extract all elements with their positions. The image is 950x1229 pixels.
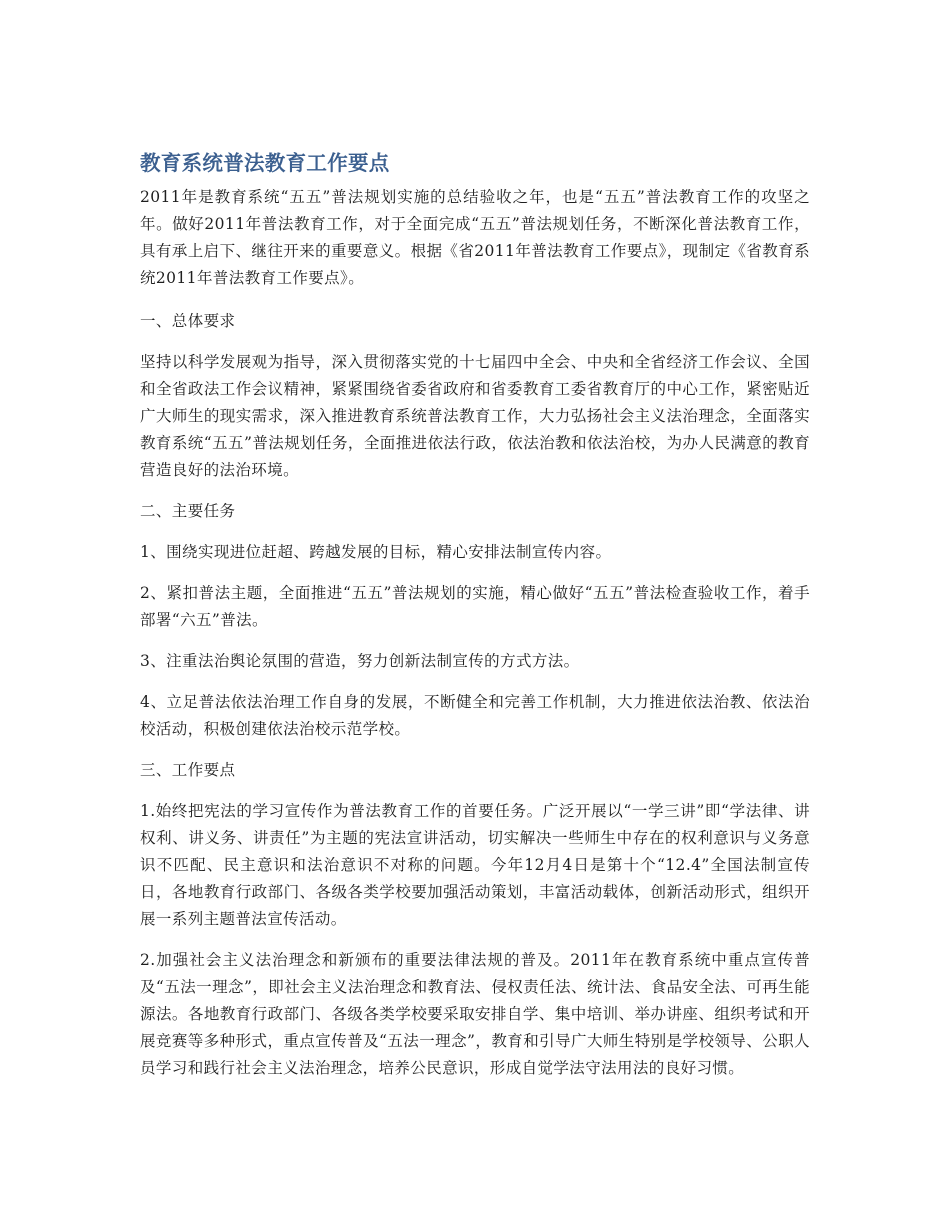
section-body-general-requirements: 坚持以科学发展观为指导，深入贯彻落实党的十七届四中全会、中央和全省经济工作会议、全国和全省政法工作会议精神，紧紧围绕省委省政府和省委教育工委省教育厅的中心工作，紧密贴近广大师生的现实需求，深入推进教育系统普法教育工作，大力弘扬社会主义法治理念，全面落实教育系统“五五”普法规划任务，全面推进依法行政，依法治教和依法治校，为办人民满意的教育营造良好的法治环境。: [140, 353, 810, 479]
task-item: 1、围绕实现进位赶超、跨越发展的目标，精心安排法制宣传内容。: [140, 543, 612, 561]
document-page: [140, 148, 810, 1096]
section-heading-general-requirements: 一、总体要求: [140, 312, 236, 330]
work-point-item: 2.加强社会主义法治理念和新颁布的重要法律法规的普及。2011年在教育系统中重点宣传普及“五法一理念”，即社会主义法治理念和教育法、侵权责任法、统计法、食品安全法、可再生能源法。各地教育行政部门、各级各类学校要采取安排自学、集中培训、举办讲座、组织考试和开展竞赛等多种形式，重点宣传普及“五法一理念”，教育和引导广大师生特别是学校领导、公职人员学习和践行社会主义法治理念，培养公民意识，形成自觉学法守法用法的良好习惯。: [140, 951, 810, 1077]
task-item: 2、紧扣普法主题，全面推进“五五”普法规划的实施，精心做好“五五”普法检查验收工作，着手部署“六五”普法。: [140, 584, 810, 629]
task-item: 4、立足普法依法治理工作自身的发展，不断健全和完善工作机制，大力推进依法治教、依法治校活动，积极创建依法治校示范学校。: [140, 693, 810, 738]
document-title: 教育系统普法教育工作要点: [140, 151, 390, 175]
intro-paragraph: 2011年是教育系统“五五”普法规划实施的总结验收之年，也是“五五”普法教育工作的攻坚之年。做好2011年普法教育工作，对于全面完成“五五”普法规划任务，不断深化普法教育工作，具有承上启下、继往开来的重要意义。根据《省2011年普法教育工作要点》，现制定《省教育系统2011年普法教育工作要点》。: [140, 188, 810, 287]
section-heading-main-tasks: 二、主要任务: [140, 502, 236, 520]
work-point-item: 1.始终把宪法的学习宣传作为普法教育工作的首要任务。广泛开展以“一学三讲”即“学法律、讲权利、讲义务、讲责任”为主题的宪法宣讲活动，切实解决一些师生中存在的权利意识与义务意识不匹配、民主意识和法治意识不对称的问题。今年12月4日是第十个“12.4”全国法制宣传日，各地教育行政部门、各级各类学校要加强活动策划，丰富活动载体，创新活动形式，组织开展一系列主题普法宣传活动。: [140, 802, 810, 928]
section-heading-work-points: 三、工作要点: [140, 761, 236, 779]
task-item: 3、注重法治舆论氛围的营造，努力创新法制宣传的方式方法。: [140, 652, 580, 670]
